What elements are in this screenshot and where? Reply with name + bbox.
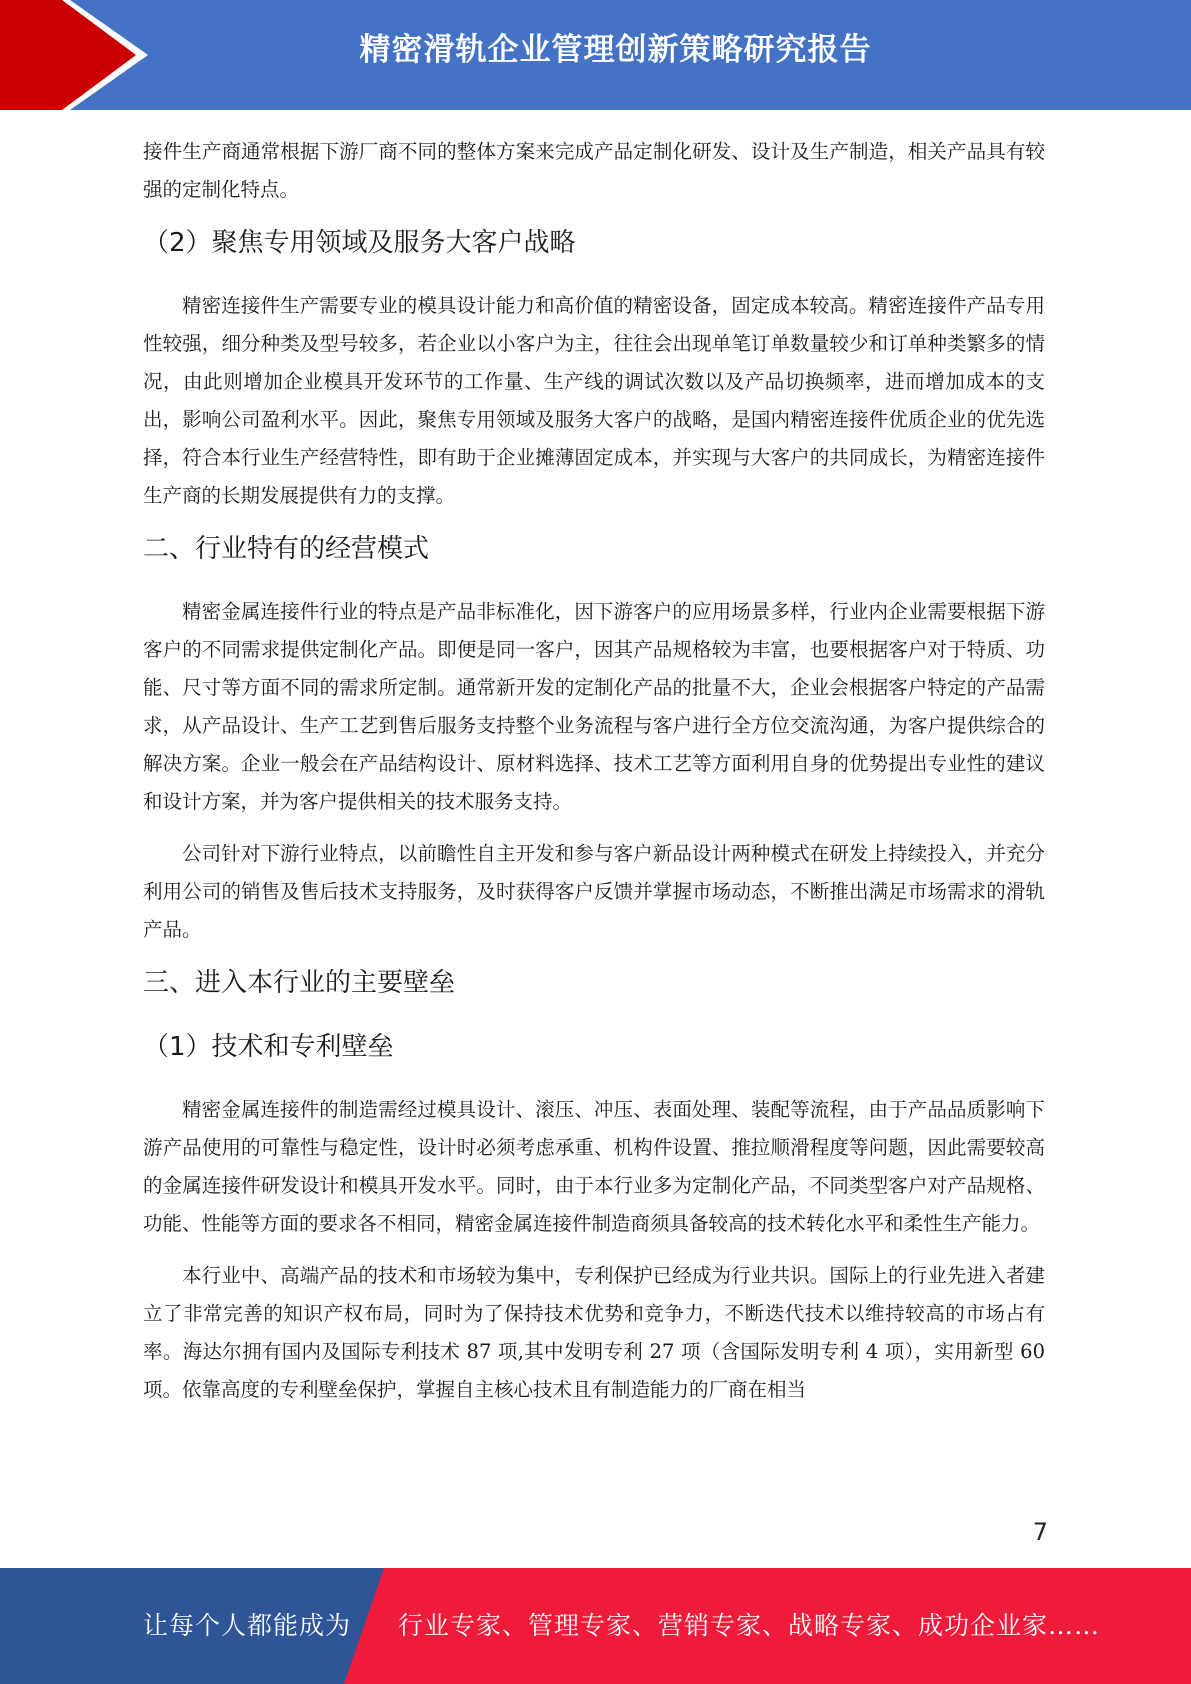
business-model-paragraph-2: 公司针对下游行业特点，以前瞻性自主开发和参与客户新品设计两种模式在研发上持续投入，并充分利用公司的销售及售后技术支持服务，及时获得客户反馈并掌握市场动态，不断推出满足市场需求的滑轨产品。 <box>143 842 1045 941</box>
focus-strategy-paragraph: 精密连接件生产需要专业的模具设计能力和高价值的精密设备，固定成本较高。精密连接件产品专用性较强，细分种类及型号较多，若企业以小客户为主，往往会出现单笔订单数量较少和订单种类繁多的情况，由此则增加企业模具开发环节的工作量、生产线的调试次数以及产品切换频率，进而增加成本的支出，影响公司盈利水平。因此，聚焦专用领域及服务大客户的战略，是国内精密连接件优质企业的优先选择，符合本行业生产经营特性，即有助于企业摊薄固定成本，并实现与大客户的共同成长，为精密连接件生产商的长期发展提供有力的支撑。 <box>143 294 1045 507</box>
subsection-title-tech-patent-barrier: （1）技术和专利壁垒 <box>143 1032 394 1062</box>
page-number: 7 <box>1032 1518 1048 1546</box>
report-body <box>143 133 1045 1423</box>
section-title-business-model: 二、行业特有的经营模式 <box>143 534 430 564</box>
section-title-entry-barriers: 三、进入本行业的主要壁垒 <box>143 968 456 998</box>
footer-banner <box>0 1568 1191 1684</box>
report-header-bar <box>0 0 1191 110</box>
footer-slogan-left: 让每个人都能成为 <box>143 1611 352 1640</box>
business-model-paragraph-1: 精密金属连接件行业的特点是产品非标准化，因下游客户的应用场景多样，行业内企业需要根据下游客户的不同需求提供定制化产品。即便是同一客户，因其产品规格较为丰富，也要根据客户对于特质、功能、尺寸等方面不同的需求所定制。通常新开发的定制化产品的批量不大，企业会根据客户特定的产品需求，从产品设计、生产工艺到售后服务支持整个业务流程与客户进行全方位交流沟通，为客户提供综合的解决方案。企业一般会在产品结构设计、原材料选择、技术工艺等方面利用自身的优势提出专业性的建议和设计方案，并为客户提供相关的技术服务支持。 <box>143 600 1045 813</box>
subsection-title-focus-strategy: （2）聚焦专用领域及服务大客户战略 <box>143 228 576 258</box>
tech-barrier-paragraph-2: 本行业中、高端产品的技术和市场较为集中，专利保护已经成为行业共识。国际上的行业先进入者建立了非常完善的知识产权布局，同时为了保持技术优势和竞争力，不断迭代技术以维持较高的市场占有率。海达尔拥有国内及国际专利技术 87 项,其中发明专利 27 项（含国际发明专利 4 项），实用新型 60 项。依靠高度的专利壁垒保护，掌握自主核心技术且有制造能力的厂商在相当 <box>143 1264 1045 1401</box>
tech-barrier-paragraph-1: 精密金属连接件的制造需经过模具设计、滚压、冲压、表面处理、装配等流程，由于产品品质影响下游产品使用的可靠性与稳定性，设计时必须考虑承重、机构件设置、推拉顺滑程度等问题，因此需要较高的金属连接件研发设计和模具开发水平。同时，由于本行业多为定制化产品，不同类型客户对产品规格、功能、性能等方面的要求各不相同，精密金属连接件制造商须具备较高的技术转化水平和柔性生产能力。 <box>143 1098 1045 1235</box>
report-title: 精密滑轨企业管理创新策略研究报告 <box>359 32 872 68</box>
footer-slogan-right: 行业专家、管理专家、营销专家、战略专家、成功企业家…… <box>398 1611 1101 1640</box>
intro-paragraph: 接件生产商通常根据下游厂商不同的整体方案来完成产品定制化研发、设计及生产制造，相关产品具有较强的定制化特点。 <box>143 140 1045 201</box>
